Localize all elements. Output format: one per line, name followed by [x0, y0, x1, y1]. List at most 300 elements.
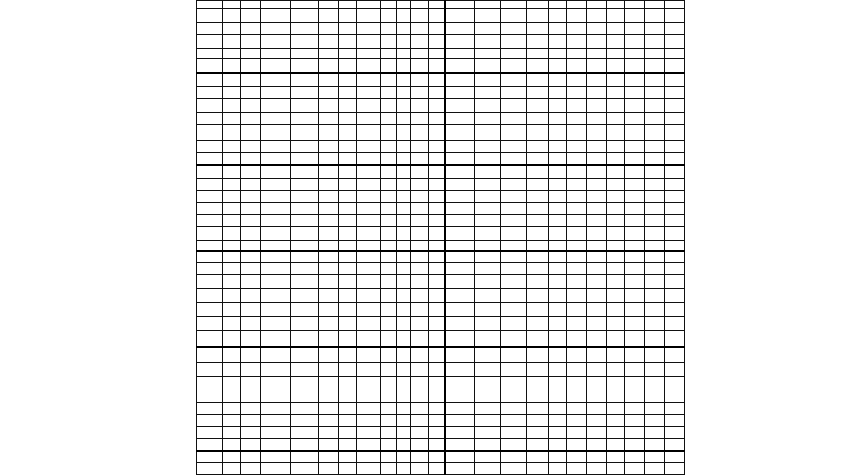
table-row [197, 215, 685, 227]
table-cell [607, 49, 625, 59]
table-cell [223, 415, 241, 427]
table-cell [381, 153, 397, 165]
table-cell [241, 87, 261, 99]
table-cell [587, 227, 607, 241]
table-cell [527, 191, 549, 203]
table-cell [381, 125, 397, 141]
table-cell [319, 227, 339, 241]
table-cell [291, 23, 319, 35]
table-cell [291, 215, 319, 227]
table-cell [241, 215, 261, 227]
table-cell [645, 49, 665, 59]
table-cell [501, 275, 527, 289]
table-cell [197, 275, 223, 289]
table-cell [291, 241, 319, 251]
table-cell [429, 439, 445, 451]
table-cell [587, 49, 607, 59]
table-row [197, 191, 685, 203]
table-cell [357, 59, 381, 73]
table-cell [625, 463, 645, 475]
table-cell [665, 87, 685, 99]
table-cell [411, 1, 429, 9]
table-cell [445, 241, 475, 251]
table-cell [607, 23, 625, 35]
table-cell [665, 275, 685, 289]
table-cell [223, 153, 241, 165]
table-cell [645, 363, 665, 377]
table-cell [261, 153, 291, 165]
table-cell [357, 403, 381, 415]
table-cell [339, 363, 357, 377]
table-cell [381, 403, 397, 415]
table-cell [567, 377, 587, 403]
table-cell [223, 113, 241, 125]
table-cell [223, 179, 241, 191]
table-cell [291, 113, 319, 125]
table-cell [241, 227, 261, 241]
table-cell [607, 99, 625, 113]
table-cell [445, 451, 475, 463]
table-cell [261, 35, 291, 49]
table-cell [197, 87, 223, 99]
table-cell [527, 153, 549, 165]
table-cell [527, 203, 549, 215]
table-cell [241, 203, 261, 215]
table-cell [607, 203, 625, 215]
table-cell [475, 141, 501, 153]
table-cell [223, 303, 241, 317]
table-cell [397, 415, 411, 427]
table-cell [197, 317, 223, 331]
table-cell [223, 1, 241, 9]
table-cell [241, 377, 261, 403]
table-cell [319, 377, 339, 403]
table-cell [445, 263, 475, 275]
table-cell [397, 99, 411, 113]
table-cell [319, 275, 339, 289]
table-cell [607, 227, 625, 241]
table-cell [501, 1, 527, 9]
table-cell [665, 331, 685, 347]
table-cell [241, 451, 261, 463]
table-cell [645, 427, 665, 439]
table-cell [197, 289, 223, 303]
table-cell [241, 49, 261, 59]
table-cell [607, 113, 625, 125]
table-cell [645, 165, 665, 179]
table-cell [197, 125, 223, 141]
table-cell [381, 191, 397, 203]
table-cell [357, 263, 381, 275]
table-cell [607, 1, 625, 9]
table-cell [527, 303, 549, 317]
table-cell [475, 251, 501, 263]
table-cell [549, 1, 567, 9]
table-cell [357, 275, 381, 289]
table-row [197, 9, 685, 23]
table-cell [625, 439, 645, 451]
table-cell [527, 451, 549, 463]
table-cell [397, 73, 411, 87]
table-cell [261, 363, 291, 377]
table-cell [645, 191, 665, 203]
table-cell [645, 289, 665, 303]
table-cell [291, 125, 319, 141]
table-cell [501, 9, 527, 23]
table-cell [381, 179, 397, 191]
table-cell [381, 377, 397, 403]
table-cell [501, 227, 527, 241]
table-cell [429, 241, 445, 251]
table-cell [567, 263, 587, 275]
table-cell [241, 1, 261, 9]
table-cell [397, 263, 411, 275]
table-cell [197, 9, 223, 23]
table-cell [261, 203, 291, 215]
table-cell [587, 153, 607, 165]
table-cell [319, 415, 339, 427]
table-cell [223, 59, 241, 73]
table-cell [549, 227, 567, 241]
table-cell [587, 23, 607, 35]
table-cell [607, 241, 625, 251]
table-cell [291, 463, 319, 475]
table-cell [445, 215, 475, 227]
table-cell [625, 377, 645, 403]
table-cell [475, 275, 501, 289]
table-cell [567, 141, 587, 153]
table-cell [625, 263, 645, 275]
table-cell [567, 153, 587, 165]
table-cell [339, 113, 357, 125]
table-cell [319, 49, 339, 59]
table-cell [261, 463, 291, 475]
table-cell [527, 1, 549, 9]
table-cell [223, 263, 241, 275]
table-cell [339, 263, 357, 275]
table-cell [357, 179, 381, 191]
table-cell [381, 439, 397, 451]
table-cell [445, 179, 475, 191]
table-cell [411, 377, 429, 403]
table-cell [319, 153, 339, 165]
table-cell [567, 203, 587, 215]
table-cell [197, 49, 223, 59]
table-row [197, 113, 685, 125]
table-cell [527, 331, 549, 347]
table-cell [625, 275, 645, 289]
table-cell [357, 73, 381, 87]
table-cell [291, 251, 319, 263]
table-cell [223, 275, 241, 289]
table-cell [381, 451, 397, 463]
table-cell [607, 263, 625, 275]
table-cell [197, 303, 223, 317]
table-cell [501, 191, 527, 203]
table-cell [397, 1, 411, 9]
table-cell [625, 35, 645, 49]
table-cell [625, 251, 645, 263]
table-cell [587, 363, 607, 377]
table-cell [607, 463, 625, 475]
table-cell [645, 215, 665, 227]
table-cell [339, 403, 357, 415]
table-cell [607, 165, 625, 179]
table-cell [197, 363, 223, 377]
table-cell [429, 377, 445, 403]
table-cell [625, 113, 645, 125]
table-cell [197, 463, 223, 475]
table-cell [587, 59, 607, 73]
table-row [197, 125, 685, 141]
table-cell [567, 289, 587, 303]
table-cell [501, 113, 527, 125]
table-cell [397, 215, 411, 227]
table-cell [241, 347, 261, 363]
table-cell [197, 347, 223, 363]
table-cell [357, 363, 381, 377]
table-cell [475, 113, 501, 125]
table-cell [429, 463, 445, 475]
table-cell [567, 317, 587, 331]
table-cell [429, 227, 445, 241]
table-cell [357, 227, 381, 241]
table-cell [261, 59, 291, 73]
table-cell [357, 23, 381, 35]
table-cell [625, 141, 645, 153]
table-row [197, 73, 685, 87]
table-cell [445, 303, 475, 317]
table-cell [587, 463, 607, 475]
table-cell [527, 317, 549, 331]
table-cell [291, 165, 319, 179]
table-cell [197, 179, 223, 191]
table-cell [475, 439, 501, 451]
table-cell [625, 289, 645, 303]
table-cell [501, 251, 527, 263]
table-cell [549, 331, 567, 347]
table-cell [429, 125, 445, 141]
table-cell [429, 363, 445, 377]
table-cell [397, 203, 411, 215]
table-cell [527, 59, 549, 73]
table-cell [429, 23, 445, 35]
table-cell [339, 317, 357, 331]
table-cell [527, 415, 549, 427]
table-cell [549, 179, 567, 191]
table-cell [475, 203, 501, 215]
table-cell [291, 439, 319, 451]
table-cell [381, 227, 397, 241]
table-cell [339, 439, 357, 451]
table-row [197, 241, 685, 251]
table-cell [625, 9, 645, 23]
table-cell [357, 113, 381, 125]
table-cell [411, 73, 429, 87]
table-cell [291, 403, 319, 415]
table-cell [587, 99, 607, 113]
table-cell [665, 59, 685, 73]
table-cell [567, 215, 587, 227]
table-cell [587, 427, 607, 439]
table-cell [549, 191, 567, 203]
table-cell [665, 403, 685, 415]
table-cell [261, 427, 291, 439]
table-cell [527, 73, 549, 87]
table-cell [241, 415, 261, 427]
table-cell [665, 451, 685, 463]
table-cell [197, 59, 223, 73]
table-cell [567, 9, 587, 23]
table-cell [475, 227, 501, 241]
table-cell [549, 439, 567, 451]
table-cell [197, 73, 223, 87]
table-cell [411, 347, 429, 363]
table-cell [197, 215, 223, 227]
table-cell [501, 87, 527, 99]
table-cell [549, 415, 567, 427]
table-cell [223, 165, 241, 179]
table-cell [527, 23, 549, 35]
table-cell [587, 317, 607, 331]
table-cell [397, 59, 411, 73]
table-cell [381, 9, 397, 23]
table-cell [223, 451, 241, 463]
table-cell [319, 59, 339, 73]
table-cell [625, 153, 645, 165]
table-cell [339, 153, 357, 165]
table-row [197, 99, 685, 113]
table-cell [261, 241, 291, 251]
table-cell [645, 331, 665, 347]
table-cell [587, 1, 607, 9]
table-cell [665, 251, 685, 263]
table-cell [625, 99, 645, 113]
table-cell [241, 179, 261, 191]
table-cell [501, 331, 527, 347]
table-cell [445, 141, 475, 153]
table-cell [381, 113, 397, 125]
table-cell [665, 153, 685, 165]
table-cell [645, 113, 665, 125]
table-cell [445, 165, 475, 179]
table-cell [445, 125, 475, 141]
table-cell [397, 303, 411, 317]
table-cell [607, 215, 625, 227]
table-cell [381, 317, 397, 331]
table-cell [397, 403, 411, 415]
table-cell [587, 289, 607, 303]
table-cell [607, 363, 625, 377]
table-cell [475, 363, 501, 377]
table-cell [411, 403, 429, 415]
table-cell [411, 331, 429, 347]
table-cell [261, 415, 291, 427]
table-cell [291, 1, 319, 9]
table-cell [291, 415, 319, 427]
table-cell [223, 289, 241, 303]
table-cell [291, 35, 319, 49]
table-cell [319, 427, 339, 439]
table-cell [291, 59, 319, 73]
table-cell [319, 113, 339, 125]
table-cell [567, 227, 587, 241]
table-cell [645, 317, 665, 331]
table-cell [549, 165, 567, 179]
table-cell [411, 191, 429, 203]
table-cell [587, 179, 607, 191]
table-cell [501, 263, 527, 275]
table-cell [357, 317, 381, 331]
table-cell [339, 87, 357, 99]
table-cell [645, 439, 665, 451]
table-cell [319, 363, 339, 377]
table-cell [357, 303, 381, 317]
table-cell [501, 165, 527, 179]
table-cell [381, 165, 397, 179]
table-cell [381, 73, 397, 87]
table-cell [527, 99, 549, 113]
table-cell [445, 87, 475, 99]
table-cell [567, 49, 587, 59]
table-cell [501, 203, 527, 215]
table-cell [223, 427, 241, 439]
table-cell [607, 275, 625, 289]
table-row [197, 23, 685, 35]
table-cell [397, 331, 411, 347]
table-cell [319, 463, 339, 475]
table-cell [429, 165, 445, 179]
table-row [197, 415, 685, 427]
table-cell [197, 113, 223, 125]
table-row [197, 463, 685, 475]
table-cell [665, 99, 685, 113]
table-row [197, 87, 685, 99]
table-cell [445, 363, 475, 377]
table-cell [665, 463, 685, 475]
table-cell [357, 451, 381, 463]
table-cell [319, 141, 339, 153]
table-cell [241, 241, 261, 251]
table-row [197, 203, 685, 215]
table-cell [665, 363, 685, 377]
table-cell [319, 125, 339, 141]
data-table [196, 0, 685, 475]
table-cell [429, 49, 445, 59]
table-cell [527, 439, 549, 451]
table-cell [445, 23, 475, 35]
table-cell [261, 165, 291, 179]
table-cell [339, 427, 357, 439]
table-row [197, 331, 685, 347]
table-cell [587, 141, 607, 153]
table-cell [665, 263, 685, 275]
table-cell [223, 363, 241, 377]
table-cell [587, 275, 607, 289]
table-cell [397, 227, 411, 241]
table-cell [241, 263, 261, 275]
table-row [197, 251, 685, 263]
table-cell [411, 113, 429, 125]
table-cell [527, 427, 549, 439]
table-cell [665, 427, 685, 439]
table-cell [429, 73, 445, 87]
table-cell [445, 415, 475, 427]
table-cell [549, 113, 567, 125]
table-cell [339, 463, 357, 475]
table-cell [197, 1, 223, 9]
table-cell [291, 275, 319, 289]
